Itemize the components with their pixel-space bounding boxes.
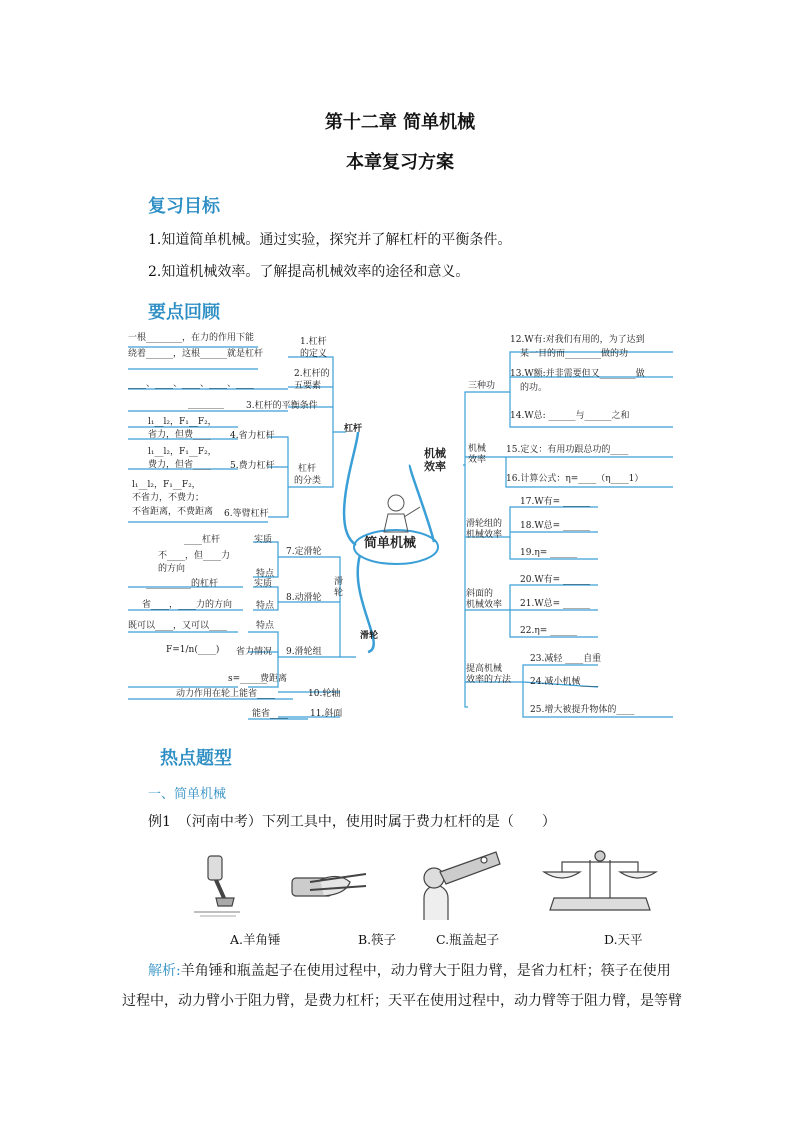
extra-work-2: 的功。 bbox=[520, 383, 548, 393]
extra-work-1: 13.W额:并非需要但又________做 bbox=[510, 369, 645, 379]
lever-class-label2: 的分类 bbox=[294, 476, 322, 486]
useful-work-2: 某一目的而________做的功 bbox=[520, 349, 629, 359]
fixed-essence-blank: ____杠杆 bbox=[184, 535, 221, 545]
p19: 19.η= ______ bbox=[520, 548, 578, 558]
analysis-line-1 bbox=[148, 961, 708, 981]
option-b: B.筷子 bbox=[358, 932, 397, 947]
balance-scale-icon bbox=[544, 851, 656, 910]
eff-def: 15.定义：有用功跟总功的____ bbox=[506, 445, 629, 455]
lever-elements-label2: 五要素 bbox=[294, 381, 322, 391]
hot-topics-heading: 热点题型 bbox=[160, 748, 232, 769]
saving-line2: 省力，但费____ bbox=[148, 430, 212, 440]
key-points-heading: 要点回顾 bbox=[148, 302, 220, 323]
plan-title: 本章复习方案 bbox=[346, 152, 454, 173]
fixed-essence: 实质 bbox=[254, 535, 273, 545]
p21: 21.W总= ______ bbox=[520, 599, 590, 609]
eff-sub-label: 机械 效率 bbox=[468, 444, 487, 465]
fixed-feature-blank: 不____，但____力 bbox=[158, 551, 231, 561]
movable-label: 8.动滑轮 bbox=[286, 593, 322, 603]
block-label: 9.滑轮组 bbox=[286, 647, 322, 657]
lever-elements-blanks: ____、____、____、____、____ bbox=[128, 379, 255, 389]
branch-lever: 杠杆 bbox=[344, 424, 363, 434]
claw-hammer-icon bbox=[194, 856, 240, 916]
equal-line3: 不省距离，不费距离 bbox=[132, 507, 214, 517]
movable-feature: 特点 bbox=[256, 601, 275, 611]
lever-elements-label: 2.杠杆的 bbox=[294, 369, 330, 379]
three-work-label: 三种功 bbox=[468, 381, 496, 391]
hot-topics-subheading: 一、简单机械 bbox=[148, 787, 227, 802]
useful-work-1: 12.W有:对我们有用的，为了达到 bbox=[510, 335, 645, 345]
fixed-feature: 特点 bbox=[256, 569, 275, 579]
tool-pictures bbox=[190, 842, 690, 922]
lever-balance-blank: ________ bbox=[188, 399, 224, 409]
block-feature-blank: 既可以____，又可以____ bbox=[128, 621, 228, 631]
pulley-sub-label: 滑 轮 bbox=[334, 577, 344, 598]
movable-essence-blank: __________的杠杆 bbox=[146, 579, 219, 589]
axle-text: 动力作用在轮上能省____ bbox=[176, 689, 276, 699]
costing-label: 5.费力杠杆 bbox=[230, 461, 275, 471]
example-question: 例1 （河南中考）下列工具中，使用时属于费力杠杆的是（ ） bbox=[148, 814, 556, 830]
fixed-label: 7.定滑轮 bbox=[286, 547, 322, 557]
p18: 18.W总= ______ bbox=[520, 521, 590, 531]
saving-label: 4.省力杠杆 bbox=[230, 431, 275, 441]
option-c: C.瓶盖起子 bbox=[436, 932, 500, 947]
costing-line2: 费力，但省____ bbox=[148, 460, 212, 470]
lever-def-label2: 的定义 bbox=[300, 349, 328, 359]
saving-line1: l₁__l₂，F₁__F₂， bbox=[148, 417, 217, 427]
total-work: 14.W总: ______与______之和 bbox=[510, 411, 630, 421]
analysis-text-1: 羊角锤和瓶盖起子在使用过程中，动力臂大于阻力臂，是省力杠杆；筷子在使用 bbox=[180, 963, 671, 979]
p24: 24.减小机械____ bbox=[530, 677, 599, 687]
incline-eff-label: 斜面的 机械效率 bbox=[466, 589, 503, 610]
bottle-opener-icon bbox=[424, 852, 500, 920]
block-distance-label: 费距离 bbox=[260, 674, 288, 684]
lever-class-label: 杠杆 bbox=[298, 464, 317, 474]
incline-text: 能省____ bbox=[252, 709, 289, 719]
p25: 25.增大被提升物体的____ bbox=[530, 705, 635, 715]
mindmap-center: 简单机械 bbox=[364, 536, 417, 551]
block-force-formula: F=1/n(____) bbox=[166, 645, 220, 655]
p22: 22.η= ______ bbox=[520, 626, 578, 636]
movable-essence: 实质 bbox=[254, 579, 273, 589]
branch-efficiency: 机械 效率 bbox=[424, 447, 446, 473]
lever-def-label: 1.杠杆 bbox=[300, 337, 327, 347]
axle-label: 10.轮轴 bbox=[308, 689, 341, 699]
option-a: A.羊角锤 bbox=[230, 932, 281, 947]
p23: 23.减轻 ____自重 bbox=[530, 654, 602, 664]
fixed-feature-blank2: 的方向 bbox=[158, 564, 186, 574]
option-d: D.天平 bbox=[604, 932, 643, 947]
analysis-tag: 解析: bbox=[148, 963, 181, 979]
chopsticks-icon bbox=[292, 874, 366, 896]
equal-line1: l₁__l₂，F₁__F₂， bbox=[132, 480, 201, 490]
goal-item-1: 1.知道简单机械。通过实验，探究并了解杠杆的平衡条件。 bbox=[148, 232, 512, 248]
movable-feature-blank: 省____，____力的方向 bbox=[142, 600, 233, 610]
eff-formula: 16.计算公式：η=____（η____1） bbox=[506, 474, 644, 484]
block-feature: 特点 bbox=[256, 621, 275, 631]
block-force-label: 省力情况 bbox=[236, 647, 273, 657]
equal-line2: 不省力，不费力； bbox=[132, 493, 205, 503]
lever-balance-label: 3.杠杆的平衡条件 bbox=[246, 401, 318, 411]
incline-label: 11.斜面 bbox=[310, 709, 343, 719]
goal-item-2: 2.知道机械效率。了解提高机械效率的途径和意义。 bbox=[148, 264, 470, 280]
costing-line1: l₁__l₂，F₁__F₂， bbox=[148, 447, 217, 457]
goals-heading: 复习目标 bbox=[148, 196, 220, 217]
pulley-eff-label: 滑轮组的 机械效率 bbox=[466, 519, 503, 540]
lever-def-line2: 绕着______，这根______就是杠杆 bbox=[128, 349, 264, 359]
p20: 20.W有= ______ bbox=[520, 575, 590, 585]
analysis-line-2: 过程中，动力臂小于阻力臂，是费力杠杆；天平在使用过程中，动力臂等于阻力臂，是等臂 bbox=[122, 993, 682, 1009]
block-distance-blank: s=______ bbox=[228, 674, 268, 684]
lever-def-line1: 一根________，在力的作用下能 bbox=[128, 333, 255, 343]
improve-label: 提高机械 效率的方法 bbox=[466, 664, 512, 685]
chapter-title: 第十二章 简单机械 bbox=[324, 112, 476, 133]
mind-map bbox=[128, 327, 674, 721]
equal-label: 6.等臂杠杆 bbox=[224, 509, 269, 519]
branch-pulley: 滑轮 bbox=[360, 631, 379, 641]
p17: 17.W有= ______ bbox=[520, 497, 590, 507]
